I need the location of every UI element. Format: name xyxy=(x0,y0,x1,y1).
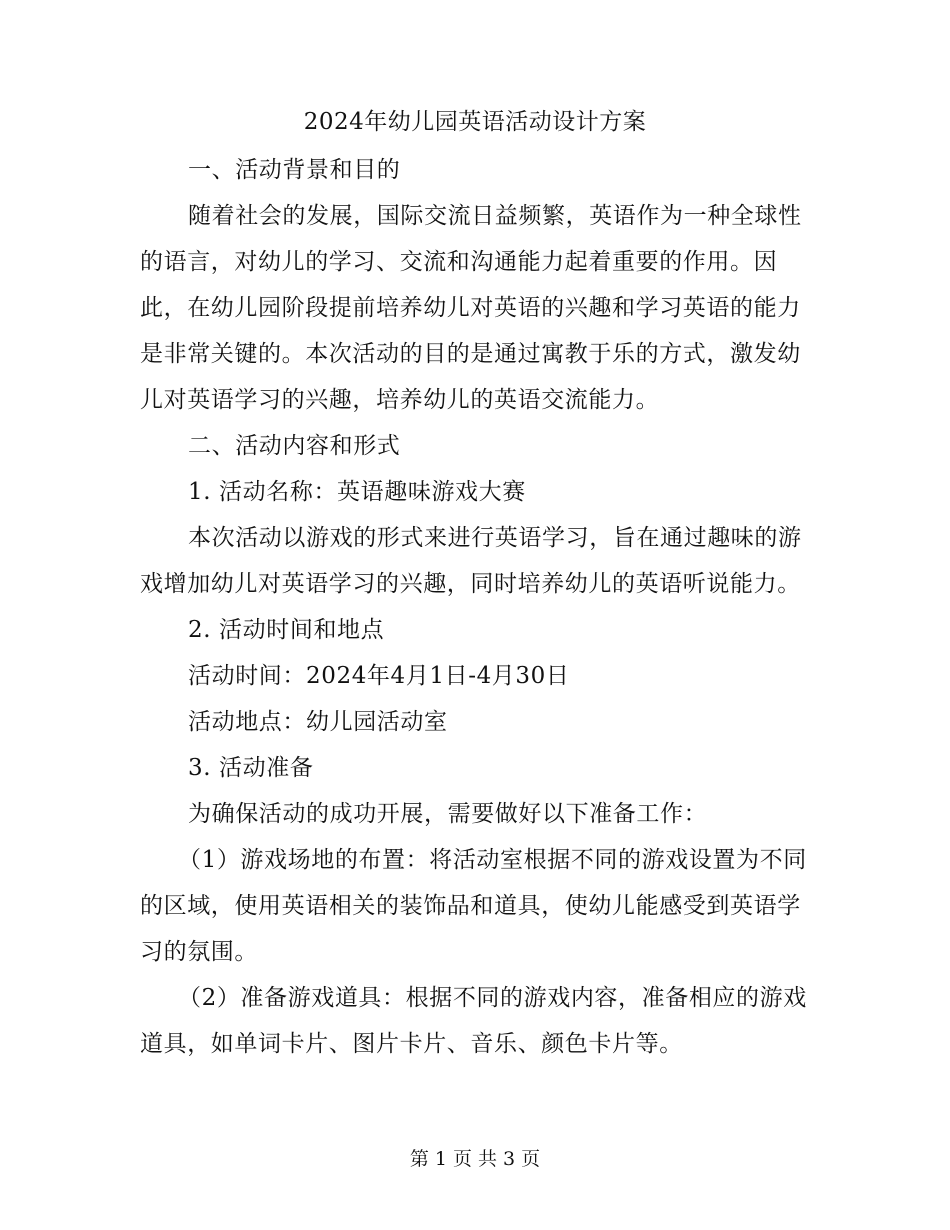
item2-heading: 2. 活动时间和地点 xyxy=(188,617,385,643)
prep-line: 道具，如单词卡片、图片卡片、音乐、颜色卡片等。 xyxy=(140,1031,683,1057)
prep-line: 习的氛围。 xyxy=(140,939,258,965)
paragraph-line: 随着社会的发展，国际交流日益频繁，英语作为一种全球性 xyxy=(188,203,802,229)
section2-heading: 二、活动内容和形式 xyxy=(188,433,401,459)
section1-heading: 一、活动背景和目的 xyxy=(188,157,401,183)
activity-time: 活动时间：2024年4月1日-4月30日 xyxy=(188,663,570,689)
page-footer: 第 1 页 共 3 页 xyxy=(409,1148,541,1170)
prep-line: 的区域，使用英语相关的装饰品和道具，使幼儿能感受到英语学 xyxy=(140,893,801,919)
paragraph-line: 的语言，对幼儿的学习、交流和沟通能力起着重要的作用。因 xyxy=(140,249,778,275)
item1-heading: 1. 活动名称：英语趣味游戏大赛 xyxy=(188,479,526,505)
item3-heading: 3. 活动准备 xyxy=(188,755,314,781)
item3-intro: 为确保活动的成功开展，需要做好以下准备工作： xyxy=(188,801,708,827)
paragraph-line: 此，在幼儿园阶段提前培养幼儿对英语的兴趣和学习英语的能力 xyxy=(140,295,801,321)
paragraph-line: 是非常关键的。本次活动的目的是通过寓教于乐的方式，激发幼 xyxy=(140,341,801,367)
paragraph-line: 戏增加幼儿对英语学习的兴趣，同时培养幼儿的英语听说能力。 xyxy=(140,571,801,597)
paragraph-line: 儿对英语学习的兴趣，培养幼儿的英语交流能力。 xyxy=(140,387,660,413)
document-title: 2024年幼儿园英语活动设计方案 xyxy=(303,109,647,135)
prep-line: （1）游戏场地的布置：将活动室根据不同的游戏设置为不同 xyxy=(178,847,807,873)
activity-place: 活动地点：幼儿园活动室 xyxy=(188,709,448,735)
prep-line: （2）准备游戏道具：根据不同的游戏内容，准备相应的游戏 xyxy=(178,985,807,1011)
paragraph-line: 本次活动以游戏的形式来进行英语学习，旨在通过趣味的游 xyxy=(188,525,802,551)
